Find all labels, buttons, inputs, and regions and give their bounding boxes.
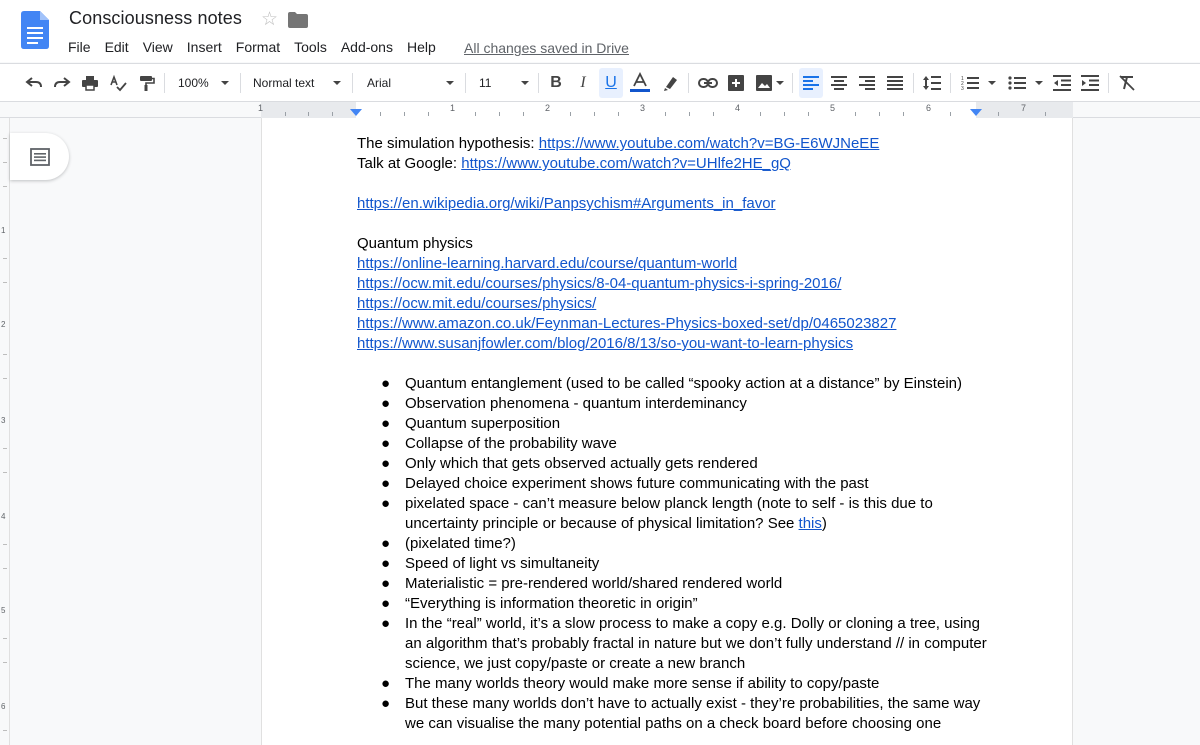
bullet-icon: ● (381, 615, 391, 632)
svg-text:2: 2 (961, 81, 964, 87)
paint-format-icon (137, 74, 155, 92)
list-item-text: In the “real” world, it’s a slow process to make a copy e.g. Dolly or cloning a tree, using (405, 615, 980, 632)
bulleted-list-icon (1008, 75, 1026, 91)
save-status-link[interactable]: All changes saved in Drive (464, 40, 629, 56)
menu-help[interactable]: Help (406, 39, 436, 55)
italic-icon: I (580, 74, 586, 91)
decrease-indent-icon (1053, 75, 1071, 91)
insert-comment-button[interactable] (724, 64, 748, 102)
increase-indent-icon (1081, 75, 1099, 91)
redo-icon (53, 74, 71, 92)
star-icon[interactable]: ☆ (261, 9, 279, 30)
ruler-tick (3, 162, 7, 163)
menu-format[interactable]: Format (235, 39, 281, 55)
toolbar-separator (688, 73, 689, 93)
ruler-tick (332, 112, 333, 116)
harvard-link[interactable]: https://online-learning.harvard.edu/course/quantum-world (357, 255, 738, 272)
clear-formatting-icon (1118, 74, 1136, 92)
align-center-icon (831, 76, 847, 90)
text: uncertainty principle or because of physical limitation? See (405, 515, 799, 532)
ruler-tick (594, 112, 595, 116)
bold-icon: B (550, 74, 562, 91)
svg-text:1: 1 (961, 76, 964, 82)
font-select[interactable] (367, 64, 391, 102)
ruler-tick (3, 258, 7, 259)
folder-icon[interactable] (288, 12, 308, 28)
list-item-text: Only which that gets observed actually gets rendered (405, 455, 758, 472)
spellcheck-button[interactable] (106, 64, 130, 102)
paragraph (357, 254, 977, 274)
list-item (357, 494, 977, 534)
paragraph (357, 294, 977, 314)
highlighter-icon (661, 74, 679, 92)
link-icon (698, 77, 718, 89)
toolbar-separator (913, 73, 914, 93)
align-left-icon (803, 76, 819, 90)
align-right-button[interactable] (855, 64, 879, 102)
list-item-text-continued (405, 514, 977, 534)
list-item (357, 674, 977, 694)
ruler-tick (570, 112, 571, 116)
list-item-text: (pixelated time?) (405, 535, 516, 552)
ruler-label: 3 (640, 103, 646, 113)
italic-button[interactable] (572, 64, 594, 102)
toolbar-separator (465, 73, 466, 93)
svg-text:3: 3 (961, 86, 964, 91)
list-item-text: Materialistic = pre-rendered world/shared rendered world (405, 575, 783, 592)
ruler-tick (808, 112, 809, 116)
ruler-label: 4 (735, 103, 741, 113)
chevron-down-icon (333, 81, 341, 85)
ruler-tick (3, 730, 7, 731)
ruler-label: 2 (1, 320, 6, 329)
list-item-text: Quantum superposition (405, 415, 561, 432)
menu-view[interactable]: View (142, 39, 173, 55)
list-item (357, 434, 977, 454)
list-item (357, 454, 977, 474)
bullet-icon: ● (381, 575, 391, 592)
menu-insert[interactable]: Insert (186, 39, 222, 55)
ruler-tick (760, 112, 761, 116)
ruler-label: 4 (1, 512, 6, 521)
ruler-tick (665, 112, 666, 116)
bullet-icon: ● (381, 675, 391, 692)
ruler-tick (3, 378, 7, 379)
chevron-down-icon (221, 81, 229, 85)
bullet-icon: ● (381, 475, 391, 492)
paragraph (357, 194, 977, 214)
spellcheck-icon (109, 74, 127, 92)
menu-tools[interactable]: Tools (294, 39, 327, 55)
list-item (357, 394, 977, 414)
list-item-text: Delayed choice experiment shows future communicating with the past (405, 475, 869, 492)
ruler-tick (3, 282, 7, 283)
list-item-text-continued: we can visualise the many potential paths on a check board before choosing one (405, 715, 942, 732)
ruler-tick (523, 112, 524, 116)
bullet-icon: ● (381, 535, 391, 552)
menu-bar (68, 39, 450, 55)
add-comment-icon (727, 74, 745, 92)
list-item (357, 694, 981, 734)
chevron-down-icon (446, 81, 454, 85)
insert-link-button[interactable] (696, 64, 720, 102)
list-item-text: Speed of light vs simultaneity (405, 555, 600, 572)
toolbar-separator (538, 73, 539, 93)
ruler-tick (1045, 112, 1046, 116)
zoom-select[interactable] (178, 64, 209, 102)
left-indent-marker[interactable] (350, 109, 362, 116)
paragraph (357, 154, 977, 174)
ruler-tick (3, 662, 7, 663)
list-item (357, 574, 977, 594)
toolbar (0, 63, 1200, 102)
numbered-list-icon (961, 75, 979, 91)
align-right-icon (859, 76, 875, 90)
underline-icon: U (605, 74, 617, 91)
font-size-value: 11 (479, 76, 492, 90)
decrease-indent-button[interactable] (1050, 64, 1074, 102)
bulleted-list-button[interactable] (1005, 64, 1029, 102)
toolbar-separator (352, 73, 353, 93)
line-spacing-button[interactable] (920, 64, 944, 102)
bold-button[interactable] (545, 64, 567, 102)
bullet-icon: ● (381, 695, 391, 712)
document-body[interactable] (357, 134, 987, 734)
this-link[interactable]: this (798, 515, 822, 532)
paragraph (357, 274, 977, 294)
list-item-text: Observation phenomena - quantum interdeminancy (405, 395, 747, 412)
bullet-icon: ● (381, 395, 391, 412)
paint-format-button[interactable] (134, 64, 158, 102)
chevron-down-icon (776, 81, 784, 85)
list-item (357, 594, 977, 614)
amazon-link[interactable]: https://www.amazon.co.uk/Feynman-Lectures-Physics-boxed-set/dp/0465023827 (357, 315, 897, 332)
ruler-tick (404, 112, 405, 116)
list-item-text: pixelated space - can’t measure below planck length (note to self - is this due to (405, 495, 933, 512)
style-select[interactable] (253, 64, 314, 102)
ruler-tick (689, 112, 690, 116)
toolbar-separator (950, 73, 951, 93)
style-value: Normal text (253, 76, 315, 90)
bullet-icon: ● (381, 495, 391, 512)
list-item (357, 554, 977, 574)
ruler-tick (285, 112, 286, 116)
document-title[interactable]: Consciousness notes (69, 8, 242, 28)
chevron-down-icon (1035, 81, 1043, 85)
align-center-button[interactable] (827, 64, 851, 102)
docs-logo-icon[interactable] (21, 11, 49, 49)
bullet-icon: ● (381, 555, 391, 572)
list-item (357, 414, 977, 434)
ruler-tick (903, 112, 904, 116)
justify-icon (887, 76, 903, 90)
toolbar-separator (1108, 73, 1109, 93)
ruler-tick (380, 112, 381, 116)
text-color-icon (629, 72, 651, 94)
list-item-text: Quantum entanglement (used to be called “spooky action at a distance” by Einstein) (405, 375, 962, 392)
paragraph (357, 314, 977, 334)
empty-line (357, 354, 977, 374)
list-item-text: The many worlds theory would make more sense if ability to copy/paste (405, 675, 880, 692)
insert-image-button[interactable] (752, 64, 776, 102)
ruler-label: 1 (450, 103, 456, 113)
ruler-tick (3, 448, 7, 449)
align-left-button[interactable] (799, 68, 823, 98)
text: Talk at Google: (357, 155, 462, 172)
ruler-tick (618, 112, 619, 116)
bullet-list (357, 374, 987, 734)
mit-physics-link[interactable]: https://ocw.mit.edu/courses/physics/ (357, 295, 597, 312)
ruler-tick (3, 568, 7, 569)
undo-icon (25, 74, 43, 92)
ruler-tick (998, 112, 999, 116)
ruler-label: 6 (1, 702, 6, 711)
ruler-label: 7 (1021, 103, 1027, 113)
section-heading: Quantum physics (357, 235, 473, 252)
text: ) (821, 515, 827, 532)
ruler-tick (3, 544, 7, 545)
bullet-icon: ● (381, 375, 391, 392)
ruler-tick (308, 112, 309, 116)
toolbar-separator (240, 73, 241, 93)
text: The simulation hypothesis: (357, 135, 539, 152)
right-indent-marker[interactable] (970, 109, 982, 116)
menu-file[interactable]: File (68, 39, 91, 55)
ruler-tick (475, 112, 476, 116)
print-button[interactable] (78, 64, 102, 102)
text-color-button[interactable] (628, 64, 652, 102)
menu-addons[interactable]: Add-ons (340, 39, 393, 55)
font-value: Arial (367, 76, 392, 90)
zoom-value: 100% (178, 76, 209, 90)
ruler-tick (879, 112, 880, 116)
ruler-tick (428, 112, 429, 116)
clear-formatting-button[interactable] (1115, 64, 1139, 102)
ruler-tick (3, 138, 7, 139)
ruler-tick (3, 186, 7, 187)
line-spacing-icon (923, 75, 941, 91)
mit-course-link[interactable]: https://ocw.mit.edu/courses/physics/8-04-quantum-physics-i-spring-2016/ (357, 275, 842, 292)
ruler-tick (499, 112, 500, 116)
vertical-ruler[interactable] (0, 118, 10, 745)
empty-line (357, 174, 977, 194)
bullet-icon: ● (381, 455, 391, 472)
wikipedia-link[interactable]: https://en.wikipedia.org/wiki/Panpsychism#Arguments_in_favor (357, 195, 776, 212)
list-item (357, 474, 977, 494)
ruler-label: 6 (926, 103, 932, 113)
ruler-page-area (261, 102, 1073, 118)
bullet-icon: ● (381, 415, 391, 432)
document-outline-button[interactable] (10, 133, 69, 180)
undo-button[interactable] (22, 64, 46, 102)
ruler-tick (950, 112, 951, 116)
image-icon (755, 74, 773, 92)
bullet-icon: ● (381, 435, 391, 452)
list-item-text-continued: science, we just copy/paste or create a new branch (405, 655, 746, 672)
title-bar (0, 0, 1200, 62)
empty-line (357, 214, 977, 234)
chevron-down-icon (988, 81, 996, 85)
ruler-label: 1 (1, 226, 6, 235)
ruler-label: 3 (1, 416, 6, 425)
ruler-tick (855, 112, 856, 116)
toolbar-separator (164, 73, 165, 93)
list-item (357, 614, 987, 674)
redo-button[interactable] (50, 64, 74, 102)
paragraph (357, 334, 977, 354)
list-item-text: “Everything is information theoretic in origin” (405, 595, 698, 612)
print-icon (81, 74, 99, 92)
ruler-tick (3, 638, 7, 639)
chevron-down-icon (521, 81, 529, 85)
ruler-tick (713, 112, 714, 116)
justify-button[interactable] (883, 64, 907, 102)
numbered-list-button[interactable] (958, 64, 982, 102)
list-item-text-continued: an algorithm that’s probably fractal in nature but we don’t fully understand // in computer (405, 635, 987, 652)
menu-edit[interactable]: Edit (104, 39, 129, 55)
document-page[interactable] (261, 118, 1073, 745)
list-item (357, 374, 977, 394)
ruler-label: 2 (545, 103, 551, 113)
paragraph (357, 134, 977, 154)
outline-icon (30, 148, 50, 166)
talk-link[interactable]: https://www.youtube.com/watch?v=UHlfe2HE_gQ (461, 155, 791, 172)
increase-indent-button[interactable] (1078, 64, 1102, 102)
fowler-blog-link[interactable]: https://www.susanjfowler.com/blog/2016/8/13/so-you-want-to-learn-physics (357, 335, 854, 352)
bullet-icon: ● (381, 595, 391, 612)
simulation-link[interactable]: https://www.youtube.com/watch?v=BG-E6WJNeEE (538, 135, 880, 152)
horizontal-ruler[interactable] (0, 102, 1200, 118)
list-item-text: But these many worlds don’t have to actually exist - they’re probabilities, the same way (405, 695, 981, 712)
toolbar-separator (792, 73, 793, 93)
underline-button[interactable] (599, 68, 623, 98)
font-size-select[interactable] (479, 64, 491, 102)
highlight-color-button[interactable] (658, 64, 682, 102)
list-item (357, 534, 977, 554)
ruler-label: 5 (1, 606, 6, 615)
list-item-text: Collapse of the probability wave (405, 435, 617, 452)
ruler-label: 5 (830, 103, 836, 113)
ruler-label: 1 (258, 103, 264, 113)
ruler-tick (3, 354, 7, 355)
ruler-tick (3, 472, 7, 473)
ruler-tick (784, 112, 785, 116)
